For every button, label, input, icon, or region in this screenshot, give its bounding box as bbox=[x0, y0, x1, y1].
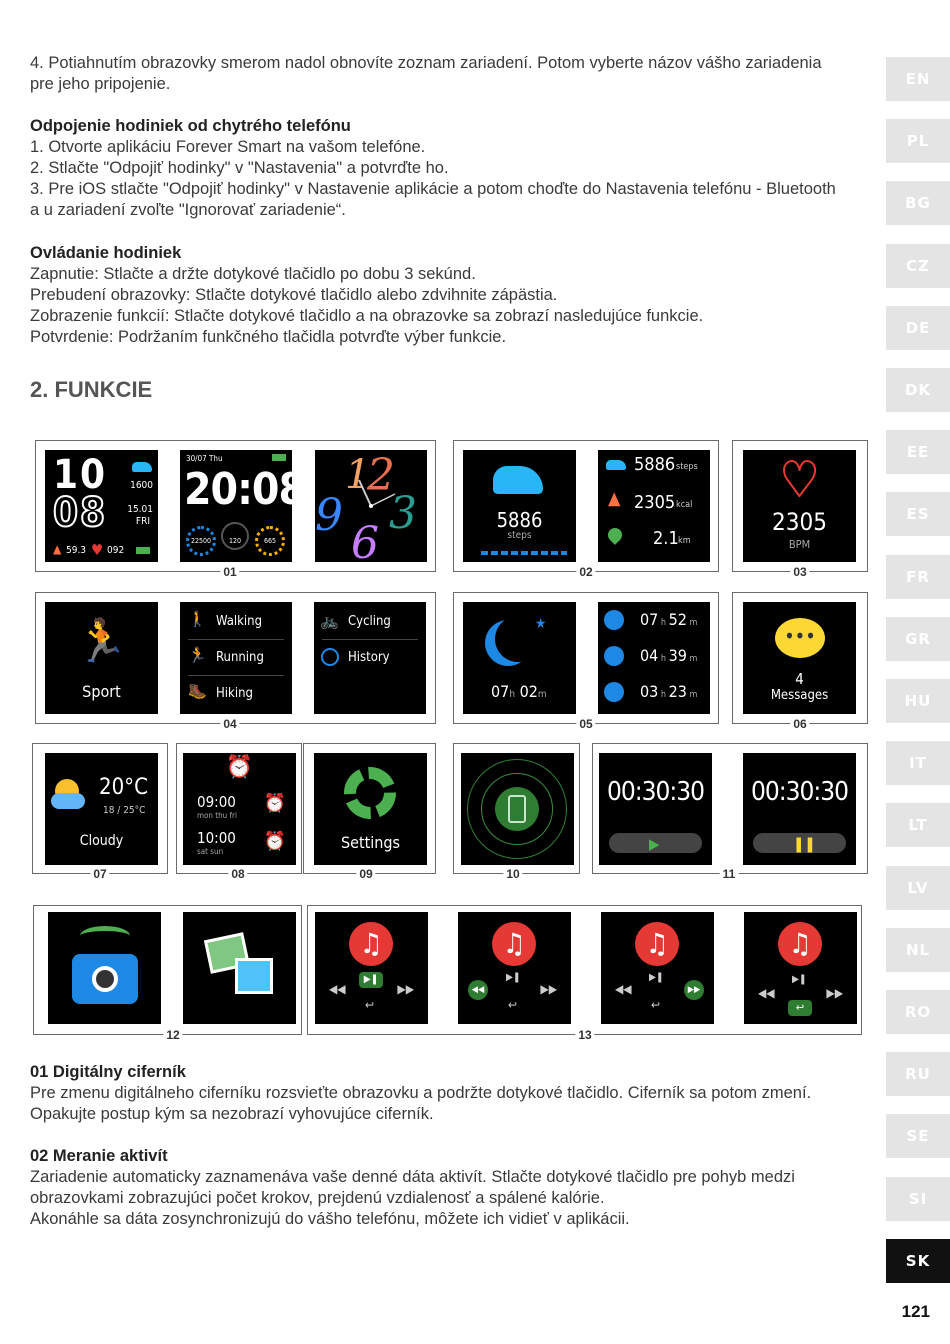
steps-progress-bar bbox=[481, 551, 567, 555]
section-heading: 02 Meranie aktivít bbox=[30, 1147, 168, 1165]
language-tab-dk[interactable]: DK bbox=[886, 368, 950, 412]
cloud-icon bbox=[51, 793, 85, 809]
alarm-icon: ⏰ bbox=[263, 793, 286, 814]
group-12 bbox=[33, 905, 302, 1035]
watchface-sport bbox=[180, 450, 306, 562]
language-tab-it[interactable]: IT bbox=[886, 741, 950, 785]
shoe-icon bbox=[132, 462, 152, 472]
sport-item[interactable]: Walking bbox=[216, 614, 263, 629]
music-screen bbox=[601, 912, 714, 1024]
walking-icon: 🚶 bbox=[188, 610, 207, 628]
activity-steps-unit: steps bbox=[676, 462, 698, 472]
svg-text:6: 6 bbox=[351, 518, 379, 569]
sport-label: Sport bbox=[82, 682, 121, 701]
play-pause-button[interactable]: ▶❚ bbox=[649, 972, 664, 983]
section-heading: 01 Digitálny ciferník bbox=[30, 1063, 186, 1081]
sport-item[interactable]: History bbox=[348, 650, 390, 665]
group-03 bbox=[732, 440, 868, 572]
pause-icon: ❚❚ bbox=[793, 835, 816, 853]
divider bbox=[322, 639, 418, 640]
weather-condition: Cloudy bbox=[79, 833, 124, 849]
flame-icon: ▲ bbox=[53, 542, 62, 556]
sleep-row-hours: 03 bbox=[640, 682, 659, 701]
watchface-analog bbox=[315, 450, 427, 569]
sleep-screen bbox=[463, 602, 576, 714]
alarm-time: 10:00 bbox=[197, 829, 236, 847]
sleep-total bbox=[491, 682, 547, 701]
shoe-icon bbox=[606, 460, 626, 470]
language-tab-pl[interactable]: PL bbox=[886, 119, 950, 163]
sport-item[interactable]: Cycling bbox=[348, 614, 391, 629]
sleep-row: 07 h 52 m bbox=[640, 610, 698, 629]
svg-text:1: 1 bbox=[345, 452, 371, 498]
group-08 bbox=[176, 743, 302, 874]
play-pause-button[interactable]: ▶❚ bbox=[792, 974, 807, 985]
group-09 bbox=[303, 743, 436, 874]
camera-screen bbox=[48, 912, 161, 1024]
message-count: 4 bbox=[795, 670, 804, 688]
sleep-deep-icon bbox=[604, 610, 624, 630]
sleep-row: 04 h 39 m bbox=[640, 646, 698, 665]
music-note-icon: ♫ bbox=[778, 922, 822, 966]
stopwatch-screen bbox=[599, 753, 712, 865]
controls-line: Zapnutie: Stlačte a držte dotykové tlačidlo po dobu 3 sekúnd. bbox=[30, 265, 476, 283]
divider bbox=[188, 639, 284, 640]
page-number: 121 bbox=[901, 1302, 930, 1321]
running-figure-icon: 🏃 bbox=[75, 616, 128, 665]
heart-ring: 120 bbox=[221, 522, 249, 550]
kcal-ring: 665 bbox=[255, 526, 285, 556]
weather-screen bbox=[45, 753, 158, 865]
next-icon[interactable]: ▶▶ bbox=[540, 982, 557, 996]
controls-section bbox=[30, 243, 870, 348]
stopwatch-time: 00:30:30 bbox=[606, 777, 705, 807]
group-number: 03 bbox=[790, 566, 809, 578]
hiking-icon: 🥾 bbox=[188, 682, 207, 700]
activity-distance-unit: km bbox=[678, 536, 691, 546]
return-icon[interactable]: ↩ bbox=[365, 998, 375, 1012]
language-tab-sk[interactable]: SK bbox=[886, 1239, 950, 1283]
group-04 bbox=[35, 592, 436, 724]
heart-rate-value: 2305 bbox=[772, 508, 827, 536]
controls-line: Zobrazenie funkcií: Stlačte dotykové tlačidlo a na obrazovke sa zobrazí nasledujúce funkcie. bbox=[30, 307, 704, 325]
activity-kcal: 2305 bbox=[634, 492, 676, 513]
star-icon: ★ bbox=[535, 616, 547, 632]
activity-summary-screen bbox=[598, 450, 710, 562]
watch-hour: 10 bbox=[53, 452, 108, 498]
stopwatch-running-screen bbox=[743, 753, 856, 865]
watch-minute: 08 bbox=[53, 490, 108, 536]
group-number: 02 bbox=[576, 566, 595, 578]
language-tab-bg[interactable]: BG bbox=[886, 181, 950, 225]
disconnect-step: 2. Stlačte "Odpojiť hodinky" v "Nastavenia" a potvrďte ho. bbox=[30, 159, 449, 177]
weather-temp: 20°C bbox=[99, 775, 148, 800]
location-pin-icon bbox=[605, 525, 625, 545]
messages-label: Messages bbox=[770, 688, 829, 703]
activity-kcal-unit: kcal bbox=[676, 500, 693, 510]
language-tab-lv[interactable]: LV bbox=[886, 866, 950, 910]
sleep-row-hours: 07 bbox=[640, 610, 659, 629]
unit-m: m bbox=[537, 689, 547, 700]
alarm-clock-icon: ⏰ bbox=[225, 755, 254, 780]
music-screen bbox=[458, 912, 571, 1024]
svg-text:3: 3 bbox=[389, 488, 417, 539]
wifi-icon bbox=[80, 926, 130, 946]
intro-line: pre jeho pripojenie. bbox=[30, 75, 171, 93]
unit-h: h bbox=[509, 689, 516, 700]
group-number: 06 bbox=[790, 718, 809, 730]
sleep-row: 03 h 23 m bbox=[640, 682, 698, 701]
group-10 bbox=[453, 743, 580, 874]
steps-value: 5886 bbox=[496, 508, 543, 532]
intro-paragraph bbox=[30, 53, 870, 95]
stopwatch-time: 00:30:30 bbox=[750, 777, 849, 807]
music-note-icon: ♫ bbox=[349, 922, 393, 966]
disconnect-heading: Odpojenie hodiniek od chytrého telefónu bbox=[30, 117, 351, 135]
group-number: 10 bbox=[503, 868, 522, 880]
music-note-icon: ♫ bbox=[635, 922, 679, 966]
controls-heading: Ovládanie hodiniek bbox=[30, 244, 182, 262]
sport-screen bbox=[45, 602, 158, 714]
disconnect-step: 1. Otvorte aplikáciu Forever Smart na vašom telefóne. bbox=[30, 138, 426, 156]
flame-icon: ▲ bbox=[608, 488, 621, 509]
watch-day: FRI bbox=[135, 516, 150, 527]
weather-range: 18 / 25°C bbox=[103, 805, 146, 816]
group-number: 12 bbox=[163, 1029, 182, 1041]
previous-icon[interactable]: ◀◀ bbox=[758, 986, 775, 1000]
language-tab-cz[interactable]: CZ bbox=[886, 244, 950, 288]
controls-line: Potvrdenie: Podržaním funkčného tlačidla potvrďte výber funkcie. bbox=[30, 328, 507, 346]
music-screen bbox=[744, 912, 857, 1024]
section-01 bbox=[30, 1062, 870, 1125]
return-icon[interactable]: ↩ bbox=[788, 1000, 812, 1016]
sport-list-screen bbox=[180, 602, 292, 714]
sport-list-screen-2 bbox=[314, 602, 426, 714]
section-title: 2. FUNKCIE bbox=[30, 377, 153, 402]
sleep-awake-icon bbox=[604, 682, 624, 702]
alarm-time: 09:00 bbox=[197, 793, 236, 811]
group-05 bbox=[453, 592, 719, 724]
heart-rate-unit: BPM bbox=[788, 538, 811, 551]
group-number: 13 bbox=[575, 1029, 594, 1041]
alarm-icon: ⏰ bbox=[263, 831, 286, 852]
settings-label: Settings bbox=[340, 833, 401, 852]
divider bbox=[188, 675, 284, 676]
history-icon bbox=[321, 648, 339, 666]
camera-lens-icon bbox=[92, 966, 118, 992]
heart-icon: ♥ bbox=[91, 541, 104, 559]
messages-screen bbox=[743, 602, 856, 714]
sleep-row-minutes: 23 bbox=[668, 682, 687, 701]
language-tab-de[interactable]: DE bbox=[886, 306, 950, 350]
sleep-light-icon bbox=[604, 646, 624, 666]
section-line: obrazovkami zobrazujúci počet krokov, prejdenú vzdialenosť a spálené kalórie. bbox=[30, 1189, 605, 1207]
watch2-date: 30/07 Thu bbox=[186, 454, 223, 463]
sport-item[interactable]: Hiking bbox=[216, 686, 253, 701]
group-13 bbox=[307, 905, 862, 1035]
section-line: Pre zmenu digitálneho ciferníku rozsvieťte obrazovku a podržte dotykové tlačidlo. Ciferník sa potom zmení. bbox=[30, 1084, 812, 1102]
sleep-hours: 07 bbox=[491, 682, 510, 701]
sleep-row-hours: 04 bbox=[640, 646, 659, 665]
watch2-time: 20:08 bbox=[184, 464, 306, 515]
portrait-photo-icon bbox=[235, 958, 273, 994]
controls-line: Prebudení obrazovky: Stlačte dotykové tlačidlo alebo zdvihnite zápästia. bbox=[30, 286, 558, 304]
watch-steps: 1600 bbox=[130, 480, 153, 491]
next-icon[interactable]: ▶▶ bbox=[826, 986, 843, 1000]
language-tab-gr[interactable]: GR bbox=[886, 617, 950, 661]
sleep-row-minutes: 39 bbox=[668, 646, 687, 665]
group-number: 07 bbox=[90, 868, 109, 880]
language-tab-nl[interactable]: NL bbox=[886, 928, 950, 972]
activity-steps: 5886 bbox=[634, 454, 676, 475]
analog-face-icon bbox=[315, 450, 427, 569]
battery-icon bbox=[136, 547, 150, 554]
intro-line: 4. Potiahnutím obrazovky smerom nadol obnovíte zoznam zariadení. Potom vyberte názov vášho zariadenia bbox=[30, 54, 822, 72]
alarm-screen bbox=[183, 753, 296, 865]
group-01 bbox=[35, 440, 436, 572]
language-tab-ru[interactable]: RU bbox=[886, 1052, 950, 1096]
alarm-days: sat sun bbox=[197, 847, 224, 856]
svg-text:2: 2 bbox=[367, 450, 395, 501]
phone-icon bbox=[508, 795, 526, 823]
watch-kcal: 59.3 bbox=[66, 545, 87, 556]
settings-screen bbox=[314, 753, 427, 865]
gallery-screen bbox=[183, 912, 296, 1024]
group-11 bbox=[592, 743, 868, 874]
gear-icon bbox=[344, 767, 396, 819]
group-number: 01 bbox=[220, 566, 239, 578]
disconnect-section bbox=[30, 116, 870, 221]
return-icon[interactable]: ↩ bbox=[508, 998, 518, 1012]
section-line: Zariadenie automaticky zaznamenáva vaše denné dáta aktivít. Stlačte dotykové tlačidlo pre pohyb medzi bbox=[30, 1168, 795, 1186]
previous-icon[interactable]: ◀◀ bbox=[615, 982, 632, 996]
music-screen bbox=[315, 912, 428, 1024]
sport-item[interactable]: Running bbox=[216, 650, 264, 665]
language-tab-ee[interactable]: EE bbox=[886, 430, 950, 474]
sleep-row-minutes: 52 bbox=[668, 610, 687, 629]
group-02 bbox=[453, 440, 719, 572]
group-07 bbox=[32, 743, 168, 874]
language-tab-se[interactable]: SE bbox=[886, 1114, 950, 1158]
battery-icon bbox=[272, 454, 286, 461]
language-tab-hu[interactable]: HU bbox=[886, 679, 950, 723]
watchface-digital bbox=[45, 450, 158, 562]
steps-screen bbox=[463, 450, 576, 562]
alarm-days: mon thu fri bbox=[197, 811, 237, 820]
steps-label: steps bbox=[507, 530, 532, 541]
group-number: 08 bbox=[228, 868, 247, 880]
watch-date: 15.01 bbox=[127, 504, 153, 515]
activity-distance: 2.1 bbox=[653, 528, 679, 549]
disconnect-step: 3. Pre iOS stlačte "Odpojiť hodinky" v Nastavenie aplikácie a potom choďte do Nastavenia telefónu - Bluetooth bbox=[30, 180, 836, 198]
language-tab-en[interactable]: EN bbox=[886, 57, 950, 101]
section-line: Opakujte postup kým sa nezobrazí vyhovujúce ciferník. bbox=[30, 1105, 434, 1123]
group-number: 05 bbox=[576, 718, 595, 730]
section-02 bbox=[30, 1146, 870, 1230]
language-tab-fr[interactable]: FR bbox=[886, 555, 950, 599]
language-tab-ro[interactable]: RO bbox=[886, 990, 950, 1034]
svg-text:9: 9 bbox=[315, 490, 343, 541]
find-phone-screen bbox=[461, 753, 574, 865]
heart-rate-screen bbox=[743, 450, 856, 562]
next-icon[interactable]: ▶▶ bbox=[397, 982, 414, 996]
play-pause-button[interactable]: ▶❚ bbox=[359, 972, 383, 988]
play-pause-button[interactable]: ▶❚ bbox=[506, 972, 521, 983]
group-06 bbox=[732, 592, 868, 724]
sleep-minutes: 02 bbox=[519, 682, 538, 701]
group-number: 04 bbox=[220, 718, 239, 730]
return-icon[interactable]: ↩ bbox=[651, 998, 661, 1012]
sleep-detail-screen bbox=[598, 602, 710, 714]
language-tab-si[interactable]: SI bbox=[886, 1177, 950, 1221]
disconnect-step: a u zariadení zvoľte "Ignorovať zariadenie“. bbox=[30, 201, 346, 219]
language-tab-lt[interactable]: LT bbox=[886, 803, 950, 847]
running-icon: 🏃 bbox=[188, 646, 207, 664]
cycling-icon: 🚲 bbox=[320, 612, 339, 630]
group-number: 11 bbox=[720, 868, 739, 880]
group-number: 09 bbox=[356, 868, 375, 880]
music-note-icon: ♫ bbox=[492, 922, 536, 966]
previous-icon[interactable]: ◀◀ bbox=[329, 982, 346, 996]
steps-ring: 22500 bbox=[186, 526, 216, 556]
heart-outline-icon: ♥ bbox=[780, 452, 819, 508]
section-line: Akonáhle sa dáta zosynchronizujú do vášho telefónu, môžete ich vidieť v aplikácii. bbox=[30, 1210, 630, 1228]
next-icon[interactable]: ▶▶ bbox=[684, 980, 704, 1000]
language-tab-es[interactable]: ES bbox=[886, 492, 950, 536]
speech-bubble-icon: ••• bbox=[775, 618, 825, 658]
shoe-icon bbox=[493, 466, 543, 494]
previous-icon[interactable]: ◀◀ bbox=[468, 980, 488, 1000]
play-icon: ▶ bbox=[649, 835, 660, 853]
watch-heart: 092 bbox=[107, 545, 125, 556]
